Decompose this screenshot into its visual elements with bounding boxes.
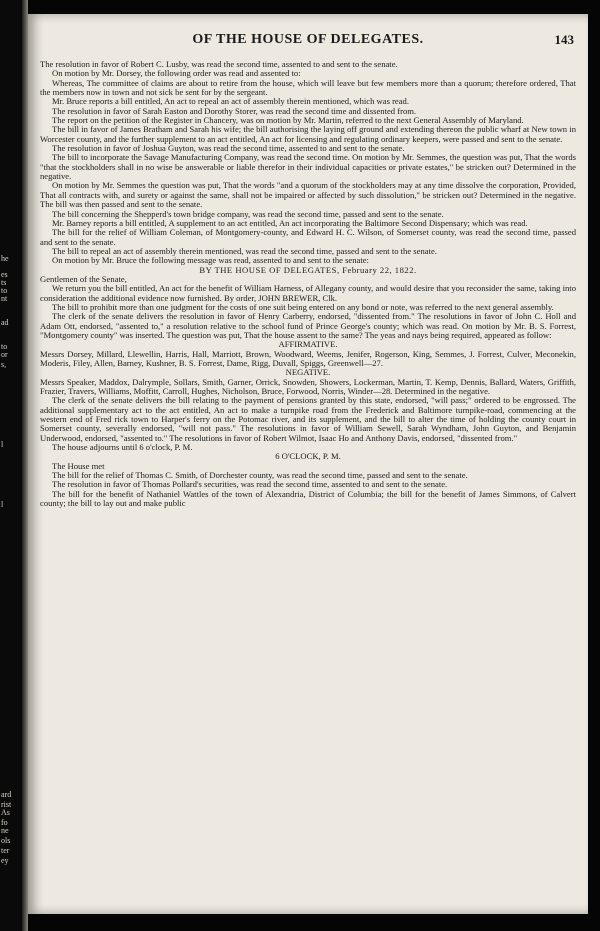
margin-fragment: ols [1,836,11,845]
margin-fragment: ter [1,846,10,855]
paragraph: The bill concerning the Shepperd's town bridge company, was read the second time, passed and sent to the senate. [52,208,444,219]
margin-fragment: fo [1,818,8,827]
margin-fragment: nt [1,294,8,303]
margin-fragment: l [1,500,4,509]
paragraph: The bill to prohibit more than one judgment for the costs of one suit being entered on any bond or note, was referred to the next general assembly. [52,301,554,312]
margin-fragment: ard [1,790,12,799]
margin-fragment: ts [1,278,7,287]
paragraph: Gentlemen of the Senate, [40,273,127,284]
paragraph: The report on the petition of the Register in Chancery, was on motion by Mr. Martin, referred to the next General Assembly of Maryland. [52,115,524,126]
paragraph: The bill to repeal an act of assembly therein mentioned, was read the second time, passed and sent to the senate. [52,245,437,256]
paragraph: The resolution in favor of Joshua Guyton, was read the second time, assented to and sent to the senate. [52,143,405,154]
margin-fragment: to [1,286,8,295]
page-body [28,60,588,509]
paragraph: BY THE HOUSE OF DELEGATES, February 22, 1822. [199,264,417,275]
paragraph: NEGATIVE. [285,367,331,378]
paragraph: Messrs Dorsey, Millard, Llewellin, Harris, Hall, Marriott, Brown, Woodward, Weems, Jenifer, Rogerson, King, Semmes, J. Forrest, Culver, Meconekin, Moderis, Filey, Allen, Barney, Kushner, B. S. Forrest, Dame, Rigg, Duvall, Spiggs, Greenwell—27. [40,348,576,368]
margin-fragment: l [1,440,4,449]
margin-fragment: s, [1,360,7,369]
paragraph: Mr. Barney reports a bill entitled, A supplement to an act entitled, An act incorporating the Baltimore Second Dispensary; which was read. [52,217,528,228]
page-header [28,14,588,47]
paragraph: We return you the bill entitled, An act for the benefit of William Harness, of Allegany county, and would desire that you reconsider the same, taking into consideration the additional evidence now furnished. By order, JOHN BREWER, Clk. [40,283,576,303]
paragraph: On motion by Mr. Semmes the question was put, That the words "and a quorum of the stockholders may at any time dissolve the corporation, Provided, That all contracts with, and surety or against the same, shall not be impaired or affected by such dissolution," be stricken out? Determined in the negative. The bill was then passed and sent to the senate. [40,180,576,210]
paragraph: On motion by Mr. Bruce the following message was read, assented to and sent to the senate: [52,255,369,266]
paragraph: Whereas, The committee of claims are about to retire from the house, which will leave but few members more than a quorum; therefore ordered, That the members now in town and not sick be sent for by the sergeant. [40,77,576,98]
margin-fragment: he [1,254,9,263]
paragraph: The resolution in favor of Sarah Easton and Dorothy Storer, was read the second time and dissented from. [52,105,417,116]
page-number: 143 [554,32,574,47]
margin-fragment: ad [1,318,9,327]
margin-fragment: rist [1,800,12,809]
paragraph: The clerk of the senate delivers the bill relating to the payment of pensions granted by this state, endorsed, "will pass;" ordered to be engrossed. The additional supplementary act to the act entitled, An act to make a turnpike road from the Frederick and Baltimore turnpike-road, commencing at the western end of Fred rick town to Harper's ferry on the Potomac river, and its supplement, and the bill to alter the time of holding the county court in Somerset county, severally endorsed, "will not pass." The resolutions in favor of William Sewell, Sarah Wyndham, John Guyton, and Benjamin Underwood, endorsed, "assented to." The resolutions in favor of Robert Wilmot, Isaac Ho and Anthony Davis, endorsed, "dissented from." [40,395,576,443]
paragraph: The bill in favor of James Bratham and Sarah his wife; the bill authorising the laying off ground and extending thereon the public wharf at New town in Worcester county, and the further supplement to an act entitled, An act for licensing and regulating ordinary keepers, were passed and sent to the senate. [40,124,576,144]
paragraph: The house adjourns until 6 o'clock, P. M. [52,442,193,453]
paragraph: Mr. Bruce reports a bill entitled, An act to repeal an act of assembly therein mentioned, which was read. [52,96,410,107]
paragraph: The House met [52,460,105,471]
margin-fragment: ey [1,856,9,865]
margin-fragment: to [1,342,8,351]
paragraph: Messrs Speaker, Maddox, Dalrymple, Sollars, Smith, Garner, Orrick, Snowden, Showers, Lockerman, Martin, T. Kemp, Dennis, Ballard, Waters, Griffith, Frazier, Travers, Williams, Moffitt, Carroll, Hughes, Nicholson, Bruce, Forwood, Norris, Winder—28. Determined in the negative. [40,376,576,397]
paragraph: The bill for the relief of Thomas C. Smith, of Dorchester county, was read the second time, passed and sent to the senate. [52,470,468,481]
paragraph: The bill for the relief of William Coleman, of Montgomery-county, and Edward H. C. Wilson, of Somerset county, was read the second time, passed and sent to the senate. [40,227,576,247]
margin-fragment: ne [1,826,9,835]
margin-fragment: or [1,350,8,359]
left-margin-fragments [0,0,22,931]
paragraph: The resolution in favor of Robert C. Lusby, was read the second time, assented to and sent to the senate. [40,59,398,69]
paragraph: On motion by Mr. Dorsey, the following order was read and assented to: [52,68,301,79]
paragraph: The resolution in favor of Thomas Pollard's securities, was read the second time, assented to and sent to the senate. [52,479,448,490]
paragraph: 6 O'CLOCK, P. M. [275,451,341,462]
book-page [28,14,588,914]
margin-fragment: es [1,270,8,279]
margin-fragment: As [1,808,10,817]
paragraph: The bill to incorporate the Savage Manufacturing Company, was read the second time. On motion by Mr. Semmes, the question was put, That the words "that the stockholders shall in no wise be answerable or liable therefor in their individual capacities or private estates," be stricken out? Determined in the negative. [40,152,576,182]
paragraph: The clerk of the senate delivers the resolution in favor of Henry Carberry, endorsed, "dissented from." The resolutions in favor of John C. Holl and Adam Ott, endorsed, "assented to," a resolution relative to the school fund of Prince George's county; which was read. On motion by Mr. B. S. Forrest, "Montgomery county" was inserted. The question was put, That the house assent to the same? The yeas and nays being required, appeared as follow: [40,311,576,340]
paragraph: AFFIRMATIVE. [278,339,338,350]
paragraph: The bill for the benefit of Nathaniel Wattles of the town of Alexandria, District of Columbia; the bill for the benefit of James Simmons, of Calvert county; the bill to lay out and make public [40,488,576,509]
page-title: OF THE HOUSE OF DELEGATES. [192,32,424,47]
